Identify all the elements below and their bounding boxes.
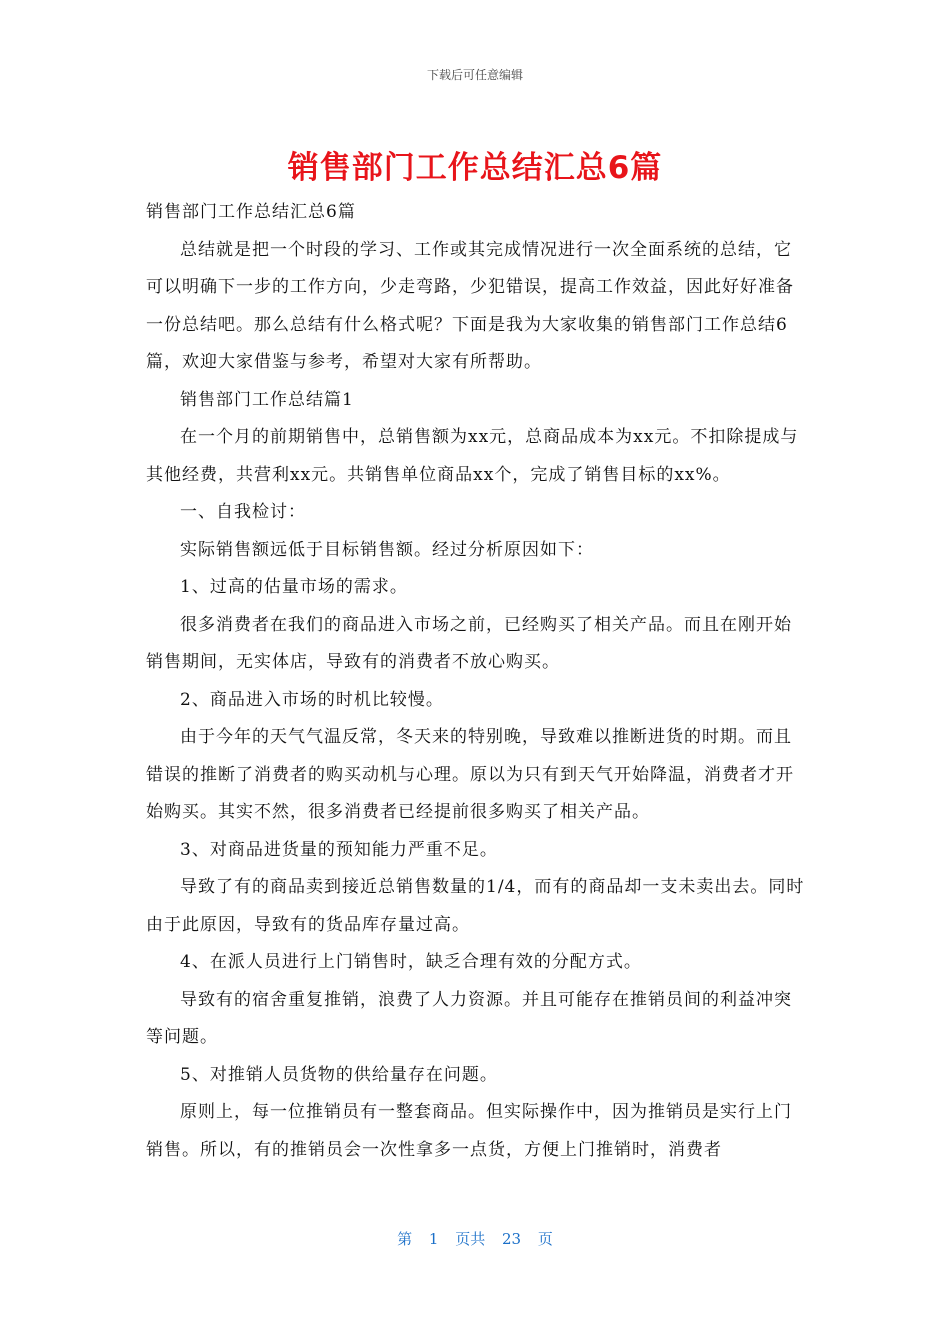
paragraph: 2、商品进入市场的时机比较慢。	[180, 689, 444, 710]
page-header: 下载后可任意编辑	[426, 68, 523, 82]
paragraph: 由于今年的天气气温反常，冬天来的特别晚，导致难以推断进货的时期。而且错误的推断了消费者的购买动机与心理。原以为只有到天气开始降温，消费者才开始购买。其实不然，很多消费者已经提前很多购买了相关产品。	[146, 727, 794, 822]
paragraph: 4、在派人员进行上门销售时，缺乏合理有效的分配方式。	[180, 952, 642, 972]
paragraph: 1、过高的估量市场的需求。	[180, 577, 408, 597]
paragraph: 一、自我检讨：	[180, 502, 306, 522]
paragraph: 3、对商品进货量的预知能力严重不足。	[180, 839, 498, 860]
paragraph: 很多消费者在我们的商品进入市场之前，已经购买了相关产品。而且在刚开始销售期间，无实体店，导致有的消费者不放心购买。	[146, 614, 792, 672]
paragraph: 销售部门工作总结汇总6篇	[146, 202, 356, 222]
paragraph: 5、对推销人员货物的供给量存在问题。	[180, 1064, 498, 1085]
paragraph: 原则上，每一位推销员有一整套商品。但实际操作中，因为推销员是实行上门销售。所以，有的推销员会一次性拿多一点货，方便上门推销时，消费者	[146, 1102, 792, 1160]
paragraph: 导致有的宿舍重复推销，浪费了人力资源。并且可能存在推销员间的利益冲突等问题。	[146, 989, 792, 1047]
page-footer: 第 1 页共 23 页	[397, 1230, 553, 1248]
paragraph: 总结就是把一个时段的学习、工作或其完成情况进行一次全面系统的总结，它可以明确下一步的工作方向，少走弯路，少犯错误，提高工作效益，因此好好准备一份总结吧。那么总结有什么格式呢？下面是我为大家收集的销售部门工作总结6篇，欢迎大家借鉴与参考，希望对大家有所帮助。	[146, 239, 794, 372]
document-title: 销售部门工作总结汇总6篇	[287, 150, 663, 186]
paragraph: 在一个月的前期销售中，总销售额为xx元，总商品成本为xx元。不扣除提成与其他经费，共营利xx元。共销售单位商品xx个，完成了销售目标的xx%。	[146, 427, 799, 485]
paragraph: 实际销售额远低于目标销售额。经过分析原因如下：	[180, 539, 594, 560]
paragraph: 销售部门工作总结篇1	[180, 389, 354, 410]
paragraph: 导致了有的商品卖到接近总销售数量的1/4，而有的商品却一支未卖出去。同时由于此原因，导致有的货品库存量过高。	[146, 877, 805, 935]
document-body	[146, 194, 806, 1169]
